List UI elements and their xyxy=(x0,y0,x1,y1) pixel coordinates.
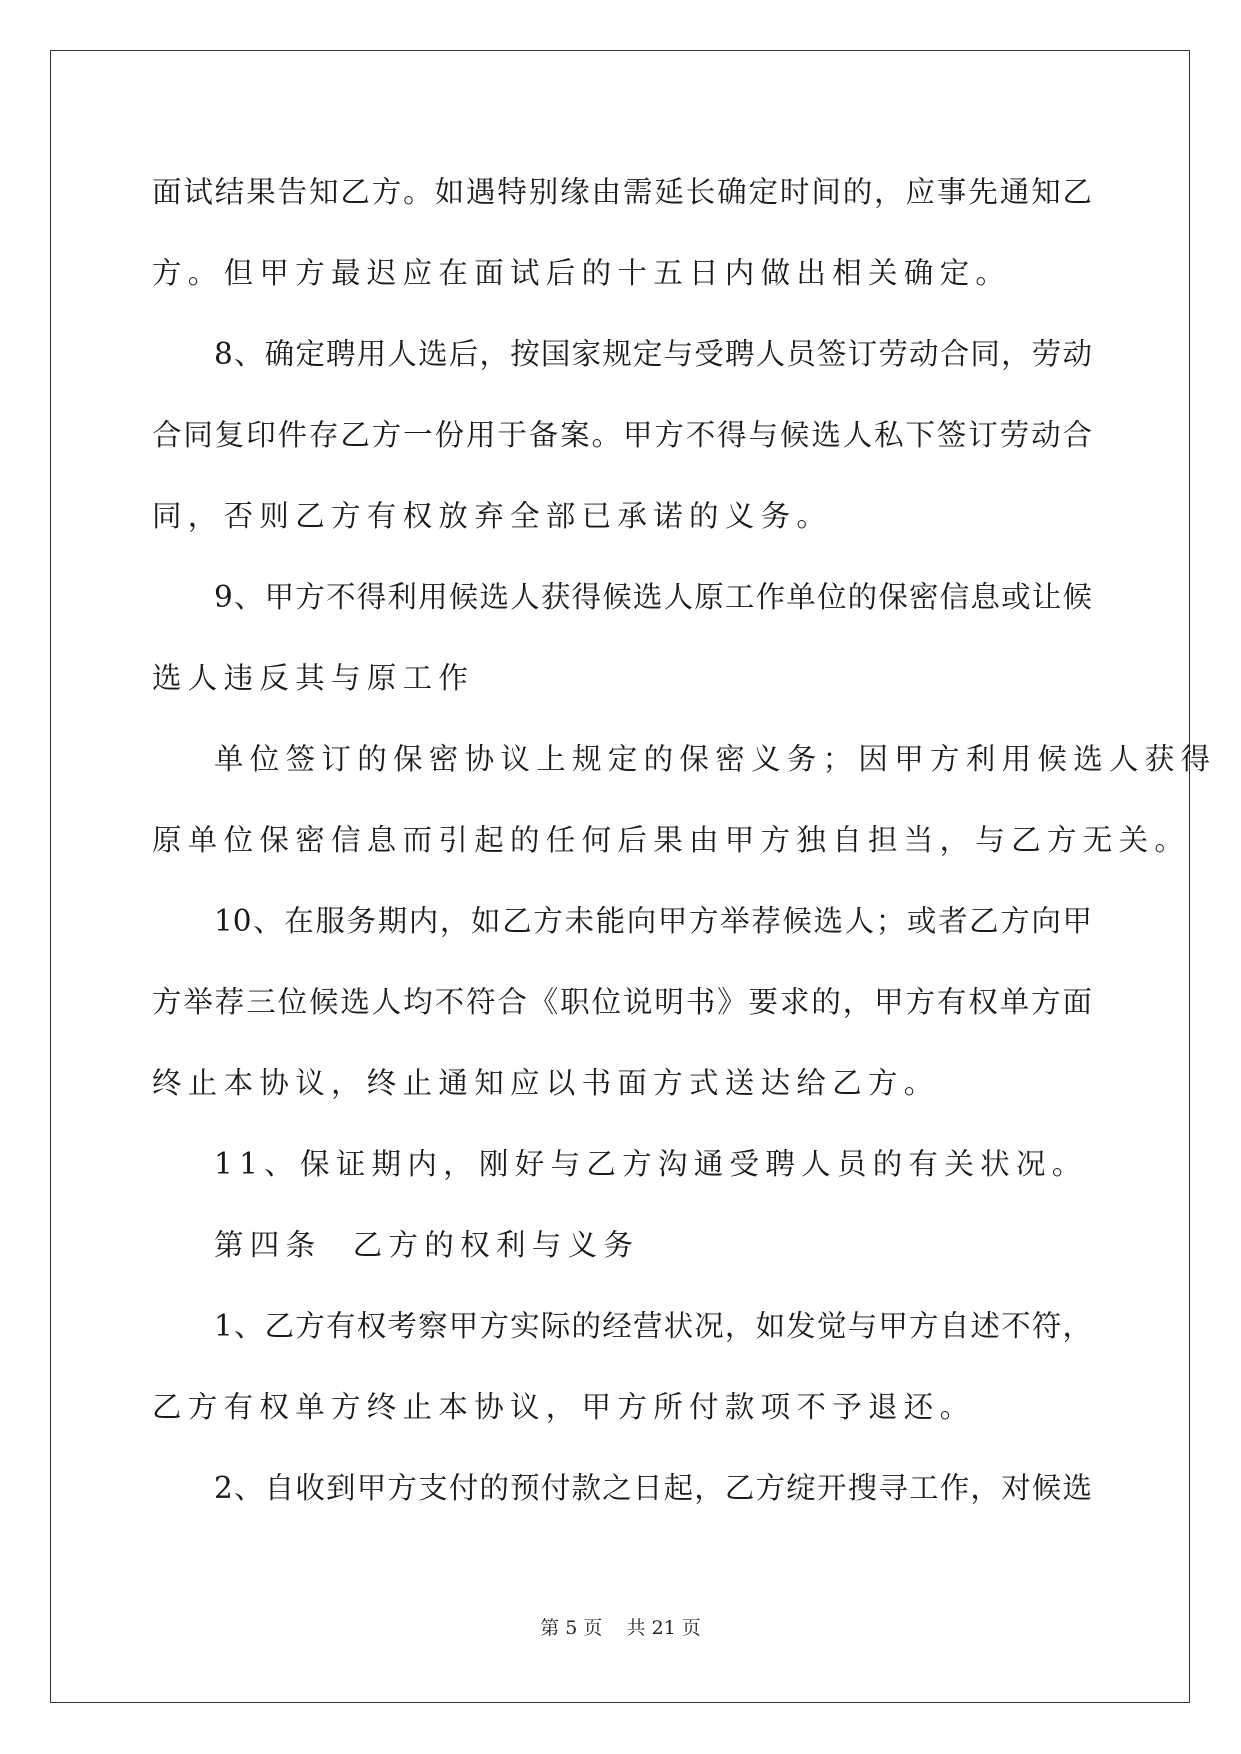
body-line: 10、在服务期内，如乙方未能向甲方举荐候选人；或者乙方向甲 xyxy=(214,904,1092,938)
section-heading: 第四条 乙方的权利与义务 xyxy=(214,1228,640,1262)
body-line: 终止本协议，终止通知应以书面方式送达给乙方。 xyxy=(152,1066,940,1100)
body-line: 选人违反其与原工作 xyxy=(152,661,475,695)
body-line: 2、自收到甲方支付的预付款之日起，乙方绽开搜寻工作，对候选 xyxy=(214,1471,1092,1505)
page-number-footer xyxy=(0,1616,1241,1640)
body-line: 乙方有权单方终止本协议，甲方所付款项不予退还。 xyxy=(152,1390,976,1424)
body-line: 合同复印件存乙方一份用于备案。甲方不得与候选人私下签订劳动合 xyxy=(152,418,1092,452)
document-body xyxy=(152,158,1217,1535)
body-line: 面试结果告知乙方。如遇特别缘由需延长确定时间的，应事先通知乙 xyxy=(152,175,1092,209)
body-line: 9、甲方不得利用候选人获得候选人原工作单位的保密信息或让候 xyxy=(214,580,1092,614)
page-number-label: 第 5 页 共 21 页 xyxy=(540,1617,701,1639)
body-line: 1、乙方有权考察甲方实际的经营状况，如发觉与甲方自述不符， xyxy=(214,1309,1092,1343)
body-line: 原单位保密信息而引起的任何后果由甲方独自担当，与乙方无关。 xyxy=(152,823,1191,857)
body-line: 同，否则乙方有权放弃全部已承诺的义务。 xyxy=(152,499,833,533)
body-line: 8、确定聘用人选后，按国家规定与受聘人员签订劳动合同，劳动 xyxy=(214,337,1092,371)
body-line: 方举荐三位候选人均不符合《职位说明书》要求的，甲方有权单方面 xyxy=(152,985,1092,1019)
body-line: 方。但甲方最迟应在面试后的十五日内做出相关确定。 xyxy=(152,256,1012,290)
body-line: 11、保证期内，刚好与乙方沟通受聘人员的有关状况。 xyxy=(214,1147,1088,1181)
body-line: 单位签订的保密协议上规定的保密义务；因甲方利用候选人获得 xyxy=(214,742,1217,776)
